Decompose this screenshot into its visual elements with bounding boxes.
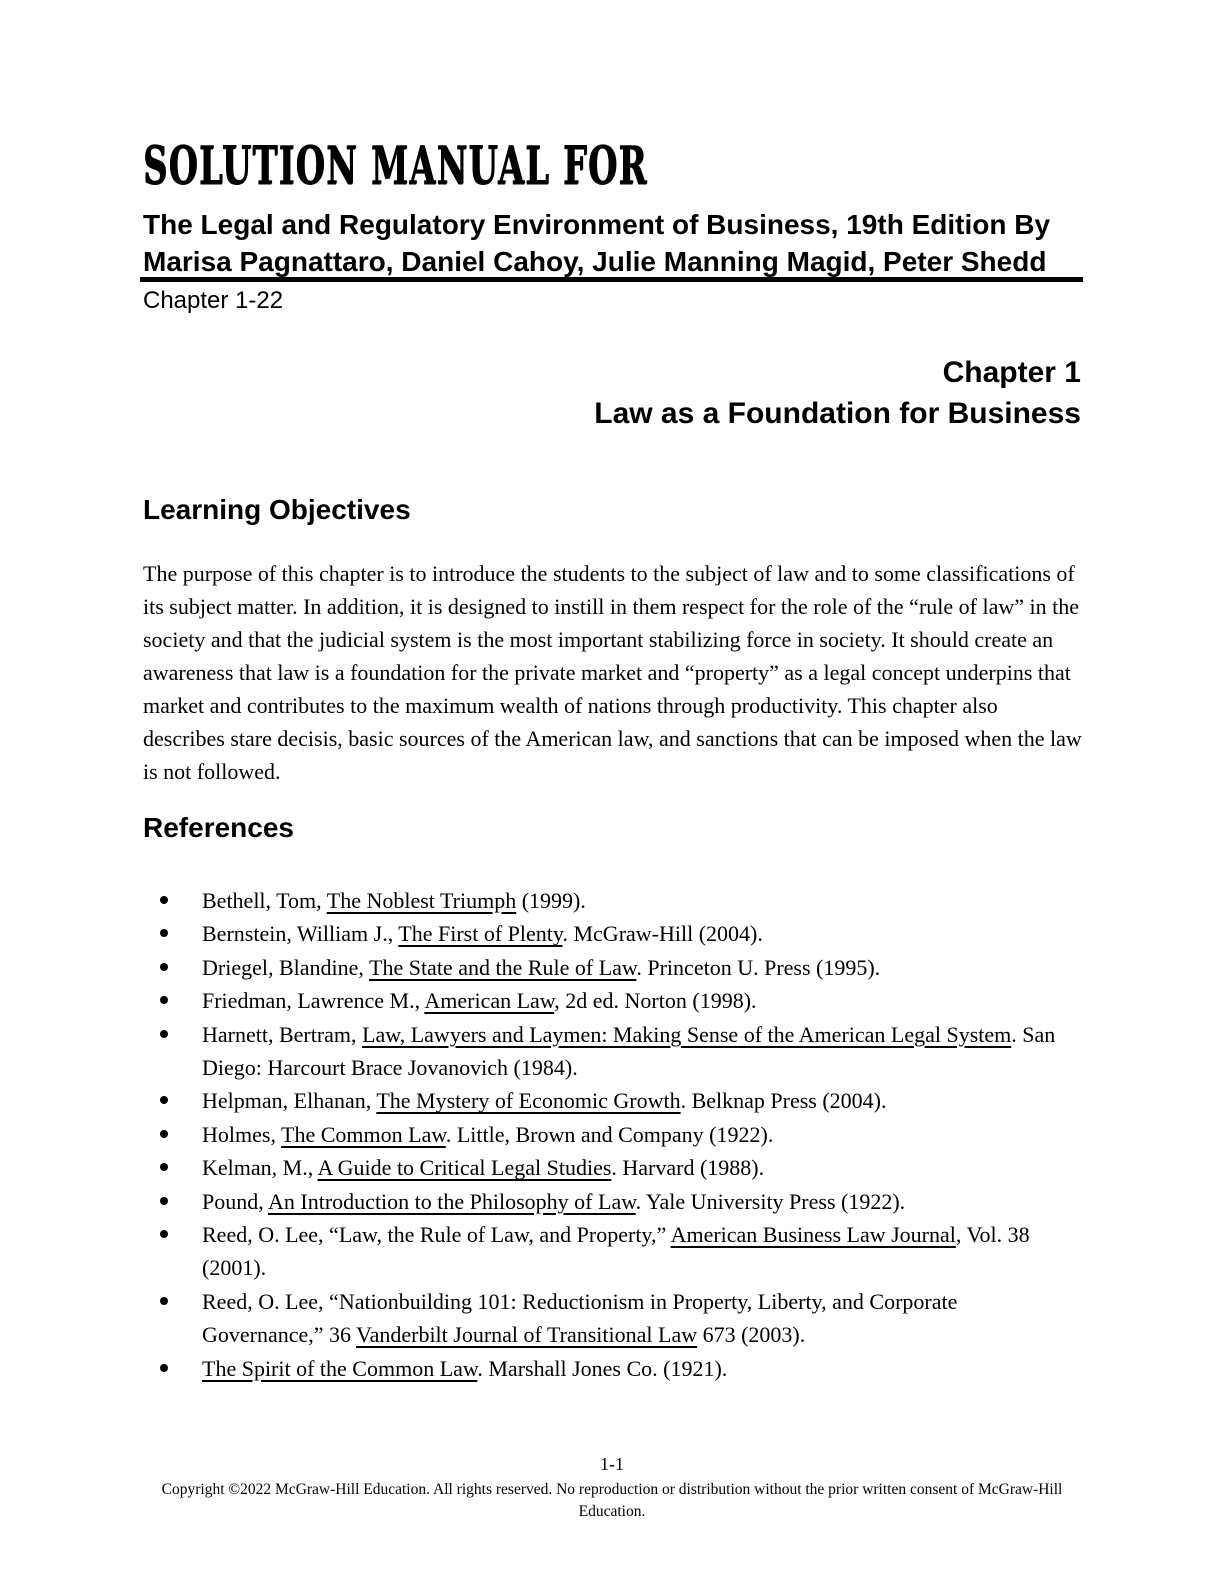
reference-text: . Princeton U. Press (1995). [636,954,881,980]
reference-text: 673 (2003). [697,1322,806,1348]
reference-item [143,951,1083,984]
reference-text: . McGraw-Hill (2004). [562,921,763,947]
chapter-number: Chapter 1 [942,356,1081,389]
reference-item [143,1151,1083,1184]
reference-text: . Marshall Jones Co. (1921). [477,1355,728,1381]
reference-text: Helpman, Elhanan, [202,1088,377,1114]
bullet-icon [160,996,168,1004]
reference-text: Driegel, Blandine, [202,954,369,980]
reference-text: Friedman, Lawrence M., [202,988,425,1014]
bullet-icon [160,1297,168,1305]
reference-item [143,1118,1083,1151]
reference-text: Bernstein, William J., [202,921,399,947]
reference-item [143,1218,1083,1285]
reference-text: . Harvard (1988). [611,1155,765,1181]
reference-item [143,1084,1083,1117]
reference-title: The State and the Rule of Law [369,954,637,980]
reference-item [143,984,1083,1017]
reference-text: (1999). [516,888,586,913]
chapter-heading [143,352,1081,434]
page-number: 1-1 [600,1454,624,1474]
reference-text: . Little, Brown and Company (1922). [445,1121,774,1147]
reference-text: Bethell, Tom, [202,888,327,913]
reference-title: The Common Law [281,1121,446,1147]
reference-text: Reed, O. Lee, “Nationbuilding 101: Reductionism in Property, Liberty, and Corporate Governance,” 36 [202,1288,958,1348]
reference-title: American Law [424,988,555,1014]
reference-item [143,1018,1083,1085]
reference-text: , Vol. 38 (2001). [202,1222,1030,1281]
reference-title: An Introduction to the Philosophy of Law [268,1188,636,1214]
reference-text: . Yale University Press (1922). [635,1188,906,1214]
reference-title: Vanderbilt Journal of Transitional Law [356,1322,698,1348]
reference-item [143,1285,1083,1352]
reference-text: . San Diego: Harcourt Brace Jovanovich (1984). [202,1021,1056,1081]
bullet-icon [160,929,168,937]
bullet-icon [160,1163,168,1171]
bullet-icon [160,963,168,971]
reference-title: The First of Plenty [398,921,563,947]
reference-text: . Belknap Press (2004). [680,1088,887,1114]
bullet-icon [160,1096,168,1104]
reference-title: Law, Lawyers and Laymen: Making Sense of the American Legal System [362,1021,1012,1047]
bullet-icon [160,1364,168,1372]
reference-title: The Spirit of the Common Law [202,1355,478,1381]
chapter-range: Chapter 1-22 [143,287,284,314]
reference-text: Pound, [202,1188,269,1214]
reference-title: The Noblest Triumph [326,888,517,913]
reference-title: American Business Law Journal [670,1222,956,1248]
reference-item [143,1352,1083,1385]
reference-title: A Guide to Critical Legal Studies [317,1155,612,1181]
reference-text: Reed, O. Lee, “Law, the Rule of Law, and Property,” [202,1222,671,1248]
chapter-title: Law as a Foundation for Business [594,397,1081,430]
bullet-icon [160,1230,168,1238]
bullet-icon [160,1197,168,1205]
reference-text: Harnett, Bertram, [202,1021,363,1047]
reference-text: , 2d ed. Norton (1998). [554,988,757,1014]
reference-item [143,884,1083,917]
learning-objectives-heading: Learning Objectives [143,494,411,525]
reference-text: Kelman, M., [202,1155,318,1181]
learning-objectives-paragraph: The purpose of this chapter is to introduce the students to the subject of law and to some classifications of its subject matter. In addition, it is designed to instill in them respect for the role of the “rule of law” in the society and that the judicial system is the most important stabilizing force in society. It should create an awareness that law is a foundation for the private market and “property” as a legal concept underpins that market and contributes to the maximum wealth of nations through productivity. This chapter also describes stare decisis, basic sources of the American law, and sanctions that can be imposed when the law is not followed. [143,561,1082,784]
bullet-icon [160,1130,168,1138]
references-list [143,884,1083,1385]
divider-rule [140,277,1083,282]
reference-item [143,1185,1083,1218]
reference-text: Holmes, [202,1121,282,1147]
references-heading: References [143,812,294,843]
reference-title: The Mystery of Economic Growth [376,1088,681,1114]
copyright-notice: Copyright ©2022 McGraw-Hill Education. All rights reserved. No reproduction or distribution without the prior written consent of McGraw-Hill Education. [161,1481,1063,1520]
reference-item [143,917,1083,950]
bullet-icon [160,896,168,904]
bullet-icon [160,1030,168,1038]
book-subtitle: The Legal and Regulatory Environment of Business, 19th Edition By Marisa Pagnattaro, Daniel Cahoy, Julie Manning Magid, Peter Shedd [143,209,1051,277]
document-title: SOLUTION MANUAL FOR [143,135,648,197]
